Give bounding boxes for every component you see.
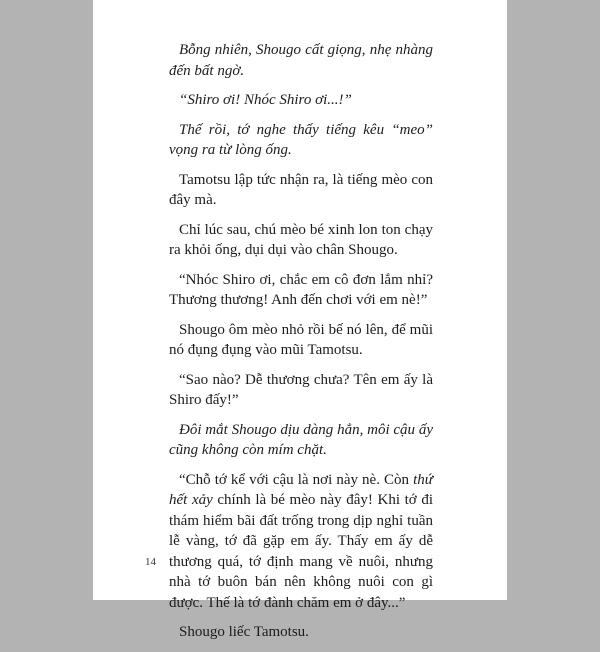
- paragraph: Thế rồi, tớ nghe thấy tiếng kêu “meo” vọng ra từ lòng ống.: [169, 121, 433, 158]
- paragraph: Shougo liếc Tamotsu.: [179, 624, 309, 640]
- page-text: [169, 40, 433, 652]
- paragraph: Shougo ôm mèo nhỏ rồi bế nó lên, để mũi nó đụng đụng vào mũi Tamotsu.: [169, 321, 433, 358]
- emphasis-text: thứ hết xảy: [169, 471, 433, 508]
- paragraph: “Nhóc Shiro ơi, chắc em cô đơn lắm nhỉ? Thương thương! Anh đến chơi với em nè!”: [169, 271, 433, 308]
- paragraph: Chỉ lúc sau, chú mèo bé xinh lon ton chạy ra khỏi ống, dụi dụi vào chân Shougo.: [169, 221, 433, 258]
- page-number: 14: [145, 556, 156, 568]
- paragraph: “Sao nào? Dễ thương chưa? Tên em ấy là Shiro đấy!”: [169, 371, 433, 408]
- paragraph: Bỗng nhiên, Shougo cất giọng, nhẹ nhàng đến bất ngờ.: [169, 42, 433, 79]
- paragraph: “Shiro ơi! Nhóc Shiro ơi...!”: [179, 92, 352, 108]
- book-page: [93, 0, 507, 640]
- paragraph: Đôi mắt Shougo dịu dàng hẳn, môi cậu ấy cũng không còn mím chặt.: [169, 421, 433, 458]
- paragraph: Tamotsu lập tức nhận ra, là tiếng mèo con đây mà.: [169, 171, 433, 208]
- paragraph: “Chỗ tớ kể với cậu là nơi này nè. Còn thứ hết xảy chính là bé mèo này đây! Khi tớ đi thám hiểm bãi đất trống trong dịp nghỉ tuần lễ vàng, tớ đã gặp em ấy. Thấy em ấy dễ thương quá, tớ định mang về nuôi, nhưng nhà tớ buôn bán nên không nuôi con gì được. Thế là tớ đành chăm em ở đây...”: [169, 471, 434, 611]
